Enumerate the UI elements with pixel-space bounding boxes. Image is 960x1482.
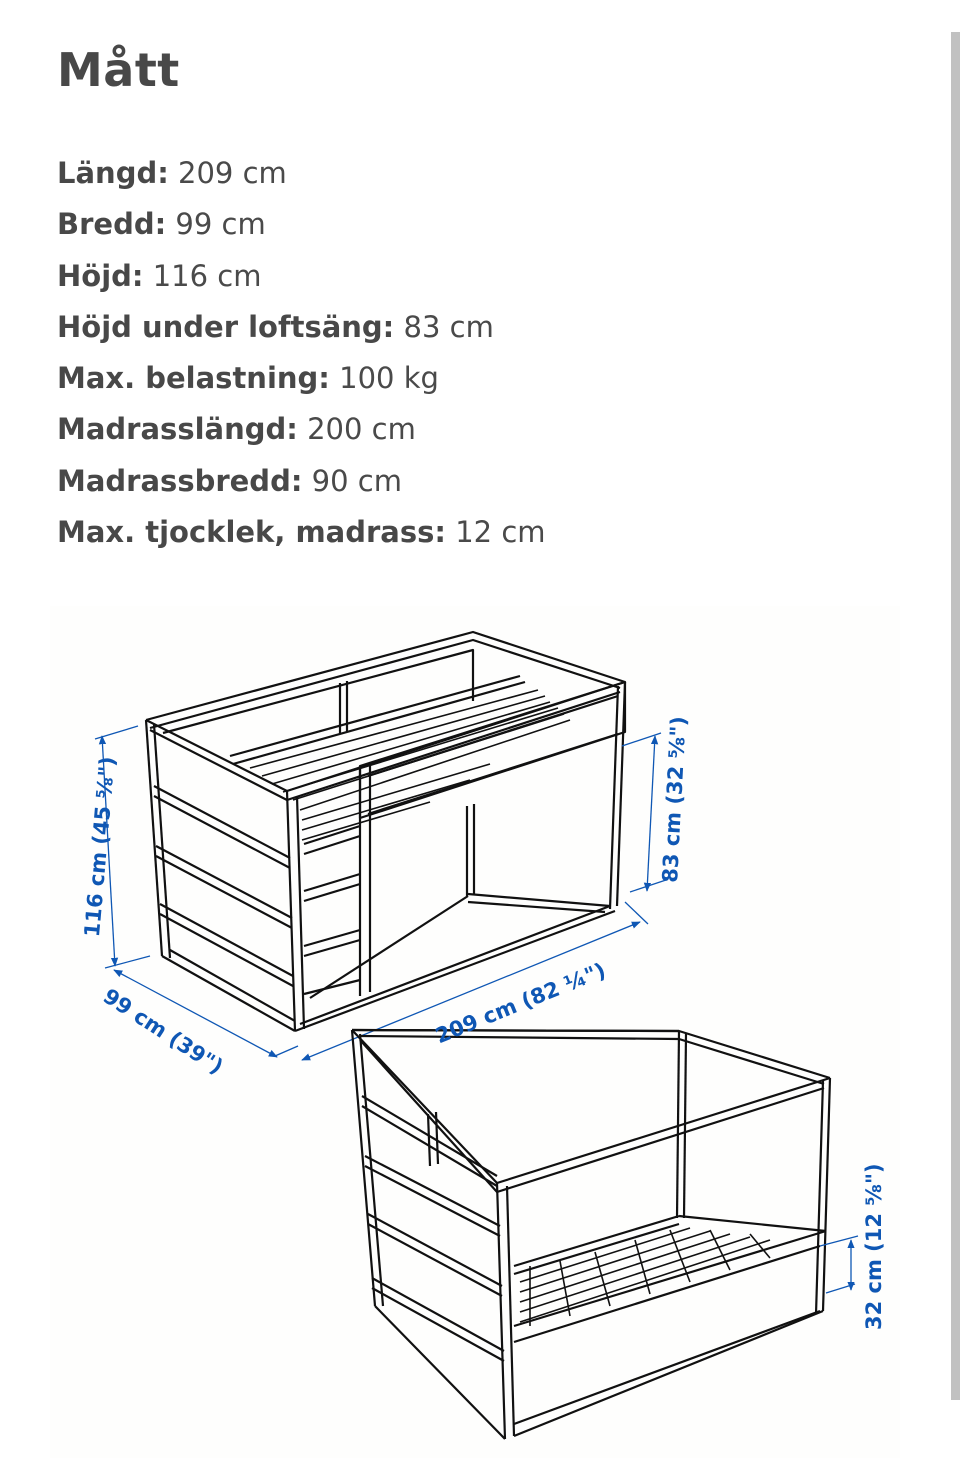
- spec-value: 83 cm: [394, 309, 494, 344]
- spec-value: 209 cm: [168, 156, 287, 190]
- spec-row-max-load: [57, 355, 546, 406]
- spec-row-mattress-width: [57, 458, 546, 509]
- low-bed-height-label: 32 cm (12 ⅝"): [862, 1163, 886, 1330]
- spec-row-mattress-length: [57, 406, 546, 457]
- vertical-scrollbar[interactable]: [951, 32, 960, 1400]
- spec-row-length: [57, 150, 546, 201]
- low-bed-dimension-lines: [820, 1236, 858, 1293]
- loft-width-label: 99 cm (39"): [98, 984, 228, 1080]
- spec-row-height: [57, 253, 546, 304]
- loft-bed-dimension-lines: [95, 726, 666, 1060]
- spec-label: Madrasslängd:: [57, 412, 298, 447]
- spec-value: 200 cm: [297, 412, 416, 447]
- low-bed-drawing: [352, 1030, 830, 1439]
- spec-label: Bredd:: [57, 207, 167, 242]
- spec-value: 116 cm: [143, 258, 262, 293]
- spec-label: Höjd under loftsäng:: [57, 309, 395, 344]
- loft-length-label: 209 cm (82 ¼"): [432, 958, 609, 1049]
- spec-value: 12 cm: [446, 515, 546, 550]
- spec-value: 99 cm: [166, 207, 266, 242]
- spec-row-mattress-thickness: [57, 509, 546, 560]
- spec-row-height-under-loft: [57, 304, 546, 355]
- spec-label: Madrassbredd:: [57, 463, 303, 498]
- loft-under-height-label: 83 cm (32 ⅝"): [658, 715, 691, 884]
- spec-value: 100 kg: [329, 361, 439, 396]
- spec-label: Max. belastning:: [57, 361, 330, 396]
- dimension-diagram: [50, 606, 900, 1458]
- spec-row-width: [57, 201, 546, 252]
- loft-bed-drawing: [146, 632, 625, 1031]
- spec-label: Höjd:: [57, 258, 144, 293]
- spec-label: Längd:: [57, 156, 169, 190]
- loft-height-label: 116 cm (45 ⅝"): [80, 755, 120, 939]
- dimension-spec-list: [57, 150, 546, 560]
- spec-label: Max. tjocklek, madrass:: [57, 515, 446, 550]
- page-title: Mått: [57, 43, 180, 97]
- spec-value: 90 cm: [302, 463, 402, 498]
